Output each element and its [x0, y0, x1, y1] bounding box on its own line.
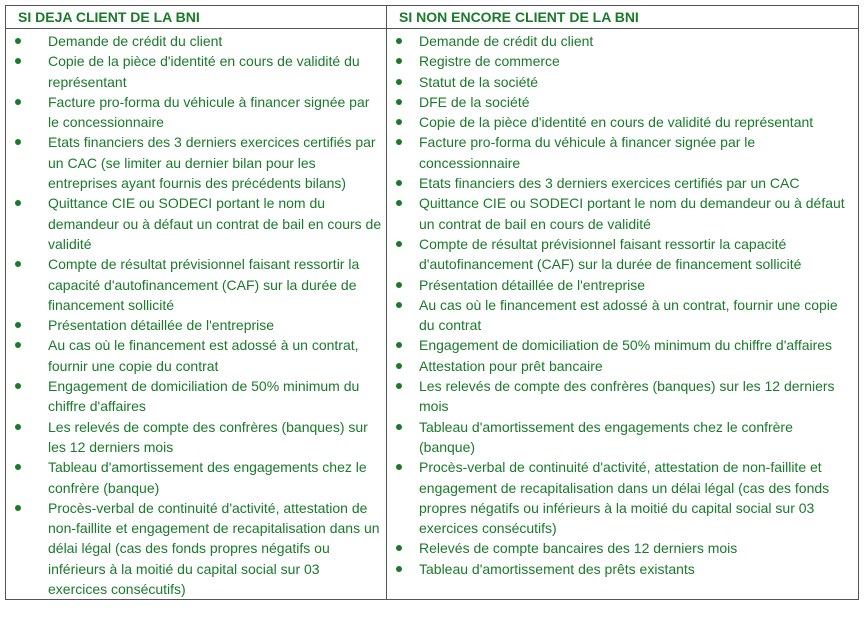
list-item: [6, 193, 382, 254]
header-new-client: SI NON ENCORE CLIENT DE LA BNI: [387, 6, 859, 29]
list-item-text: Quittance CIE ou SODECI portant le nom du demandeur ou à défaut un contrat de bail en cours de validité: [48, 195, 382, 252]
list-item-text: Demande de crédit du client: [48, 33, 223, 49]
list-item: [387, 559, 850, 579]
bullet-icon: [15, 38, 21, 44]
list-item: [6, 92, 382, 133]
list-item-text: Engagement de domiciliation de 50% minimum du chiffre d'affaires: [48, 378, 360, 415]
list-item-text: Etats financiers des 3 derniers exercices certifiés par un CAC: [419, 175, 800, 192]
bullet-icon: [15, 322, 21, 328]
existing-client-list: [6, 29, 386, 599]
bullet-icon: [15, 261, 21, 267]
list-item-text: Tableau d'amortissement des engagements chez le confrère (banque): [48, 459, 367, 496]
bullet-icon: [396, 200, 402, 206]
list-item: [387, 72, 850, 92]
list-item-text: Relevés de compte bancaires des 12 derniers mois: [419, 540, 738, 557]
bullet-icon: [15, 99, 21, 105]
list-item: [387, 417, 850, 458]
list-item-text: Procès-verbal de continuité d'activité, attestation de non-faillite et engagement de recapitalisation dans un délai légal (cas des fonds propres négatifs ou inférieurs à la moitié du capital social sur 03 exercices consécutifs): [48, 499, 380, 598]
list-item-text: Les relevés de compte des confrères (banques) sur les 12 derniers mois: [419, 378, 835, 415]
bullet-icon: [396, 342, 402, 348]
bullet-icon: [15, 505, 21, 511]
list-item: [387, 275, 850, 295]
list-item: [6, 51, 382, 92]
list-item: [387, 173, 850, 193]
bullet-icon: [396, 302, 402, 308]
bullet-icon: [396, 241, 402, 247]
bullet-icon: [15, 424, 21, 430]
bullet-icon: [15, 383, 21, 389]
bullet-icon: [15, 200, 21, 206]
requirements-table: [5, 5, 859, 600]
bullet-icon: [396, 363, 402, 369]
list-item-text: DFE de la société: [419, 93, 530, 110]
list-item-text: Etats financiers des 3 derniers exercices certifiés par un CAC (se limiter au dernier bilan pour les entreprises ayant fournis des précédents bilans): [48, 134, 376, 192]
existing-client-cell: [6, 29, 387, 600]
list-item-text: Procès-verbal de continuité d'activité, attestation de non-faillite et engagement de recapitalisation dans un délai légal (cas des fonds propres négatifs ou inférieurs à la moitié du capital social sur 03 exercices consécutifs): [419, 459, 830, 537]
list-item-text: Attestation pour prêt bancaire: [419, 357, 603, 374]
new-client-list: [387, 29, 858, 579]
bullet-icon: [396, 58, 402, 64]
list-item: [387, 295, 850, 336]
list-item: [6, 417, 382, 458]
list-item-text: Demande de crédit du client: [419, 33, 594, 49]
list-item: [6, 498, 382, 599]
list-item: [6, 457, 382, 498]
list-item: [6, 376, 382, 417]
list-item-text: Engagement de domiciliation de 50% minimum du chiffre d'affaires: [419, 337, 833, 354]
list-item: [6, 132, 382, 193]
header-existing-client: SI DEJA CLIENT DE LA BNI: [6, 6, 387, 29]
bullet-icon: [15, 58, 21, 64]
list-item: [387, 51, 850, 71]
list-item-text: Tableau d'amortissement des prêts existants: [419, 560, 695, 577]
list-item: [387, 92, 850, 112]
list-item-text: Les relevés de compte des confrères (banques) sur les 12 derniers mois: [48, 418, 368, 455]
list-item: [387, 538, 850, 558]
list-item-text: Facture pro-forma du véhicule à financer signée par le concessionnaire: [419, 134, 756, 171]
list-item-text: Au cas où le financement est adossé à un contrat, fournir une copie du contrat: [419, 296, 838, 334]
list-item-text: Présentation détaillée de l'entreprise: [419, 276, 646, 293]
list-item: [387, 457, 850, 538]
bullet-icon: [396, 180, 402, 186]
list-item-text: Compte de résultat prévisionnel faisant ressortir la capacité d'autofinancement (CAF) sur la durée de financement sollicité: [419, 235, 802, 273]
bullet-icon: [396, 464, 402, 470]
list-item: [387, 132, 850, 173]
content-row: [6, 29, 859, 600]
bullet-icon: [396, 566, 402, 572]
list-item: [6, 254, 382, 315]
bullet-icon: [396, 383, 402, 389]
list-item: [6, 335, 382, 376]
list-item: [387, 193, 850, 234]
list-item-text: Quittance CIE ou SODECI portant le nom du demandeur ou à défaut un contrat de bail en cours de validité: [419, 195, 845, 232]
list-item-text: Facture pro-forma du véhicule à financer signée par le concessionnaire: [48, 93, 370, 131]
list-item: [387, 335, 850, 355]
list-item: [387, 31, 850, 51]
list-item-text: Au cas où le financement est adossé à un contrat, fournir une copie du contrat: [48, 337, 359, 374]
bullet-icon: [15, 342, 21, 348]
list-item: [6, 31, 382, 51]
list-item-text: Tableau d'amortissement des engagements chez le confrère (banque): [419, 418, 793, 455]
list-item: [387, 234, 850, 275]
header-row: [6, 6, 859, 29]
new-client-cell: [387, 29, 859, 600]
bullet-icon: [396, 119, 402, 125]
list-item-text: Statut de la société: [419, 73, 539, 90]
bullet-icon: [396, 139, 402, 145]
bullet-icon: [396, 99, 402, 105]
bullet-icon: [396, 38, 402, 44]
list-item: [6, 315, 382, 335]
bullet-icon: [396, 545, 402, 551]
list-item: [387, 112, 850, 132]
list-item-text: Copie de la pièce d'identité en cours de validité du représentant: [48, 53, 360, 90]
list-item-text: Copie de la pièce d'identité en cours de validité du représentant: [419, 114, 814, 131]
list-item-text: Compte de résultat prévisionnel faisant ressortir la capacité d'autofinancement (CAF) sur la durée de financement sollicité: [48, 256, 360, 313]
list-item-text: Registre de commerce: [419, 53, 560, 70]
bullet-icon: [15, 139, 21, 145]
list-item: [387, 356, 850, 376]
list-item: [387, 376, 850, 417]
bullet-icon: [396, 424, 402, 430]
bullet-icon: [396, 282, 402, 288]
list-item-text: Présentation détaillée de l'entreprise: [48, 317, 275, 334]
bullet-icon: [15, 464, 21, 470]
bullet-icon: [396, 79, 402, 85]
